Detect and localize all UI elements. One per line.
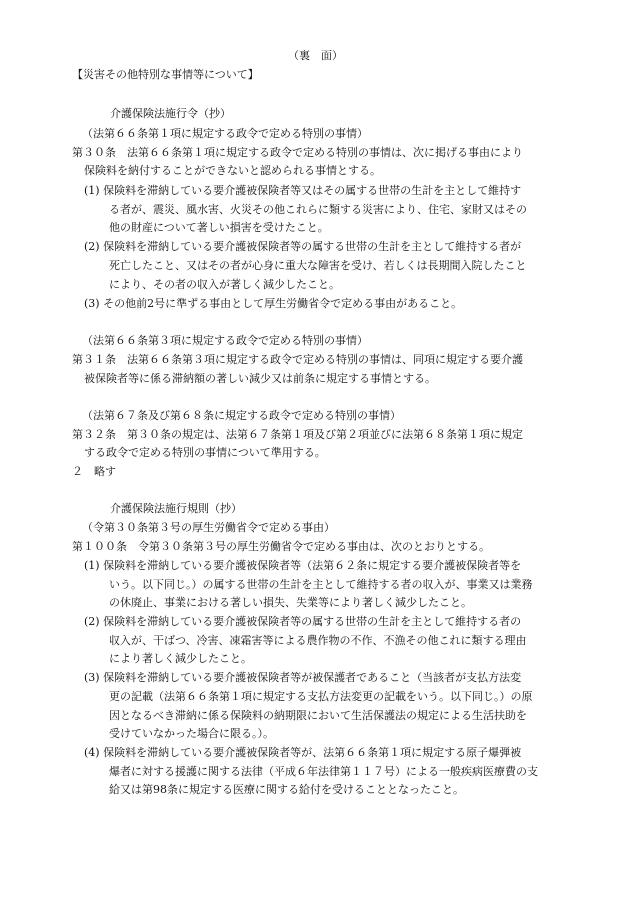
art31-line-1: 第３１条 法第６６条第３項に規定する政令で定める特別の事情は、同項に規定する要介護 [72, 353, 523, 366]
art100-item2-line-2: 収入が、干ばつ、冷害、凍霜害等による農作物の不作、不漁その他これに類する理由 [109, 634, 527, 647]
art100-item3-line-4: 受けていなかった場合に限る。）。 [109, 727, 274, 740]
art30-item2-line-3: により、その者の収入が著しく減少したこと。 [109, 278, 340, 291]
art32-clause-2: ２ 略す [72, 465, 116, 478]
art30-item1-line-2: る者が、震災、風水害、火災その他これらに類する災害により、住宅、家財又はその [109, 203, 527, 216]
art30-line-1: 第３０条 法第６６条第１項に規定する政令で定める特別の事情は、次に掲げる事由により [72, 146, 523, 159]
art100-item3-line-3: 因となるべき滞納に係る保険料の納期限において生活保護法の規定による生活扶助を [109, 709, 527, 722]
page-side-label: （裏 面） [288, 49, 343, 62]
art30-item2-line-1: (2) 保険料を滞納している要介護被保険者等の属する世帯の生計を主として維持する者が [84, 240, 522, 253]
art100-item4-line-2: 爆者に対する援護に関する法律（平成６年法律第１１７号）による一般疾病医療費の支 [109, 765, 538, 778]
art31-line-2: 被保険者等に係る滞納額の著しい減少又は前条に規定する事情とする。 [84, 372, 436, 385]
art30-caption: （法第６６条第１項に規定する政令で定める特別の事情） [82, 127, 368, 140]
art30-item1-line-1: (1) 保険料を滞納している要介護被保険者等又はその属する世帯の生計を主として維持す [84, 184, 522, 197]
art100-caption: （令第３０条第３号の厚生労働省令で定める事由） [82, 521, 335, 534]
art30-item2-line-2: 死亡したこと、又はその者が心身に重大な障害を受け、若しくは長期間入院したこと [109, 259, 527, 272]
art32-line-2: する政令で定める特別の事情について準用する。 [84, 446, 326, 459]
art100-item4-line-1: (4) 保険料を滞納している要介護被保険者等が、法第６６条第１項に規定する原子爆弾被 [84, 746, 522, 759]
art100-item4-line-3: 給又は第98条に規定する医療に関する給付を受けることとなったこと。 [109, 783, 464, 796]
art100-line: 第１００条 令第３０条第３号の厚生労働省令で定める事由は、次のとおりとする。 [72, 540, 490, 553]
art100-item1-line-1: (1) 保険料を滞納している要介護被保険者等（法第６２条に規定する要介護被保険者等を [84, 559, 522, 572]
art30-line-2: 保険料を納付することができないと認められる事情とする。 [84, 164, 381, 177]
art32-line-1: 第３２条 第３０条の規定は、法第６７条第１項及び第２項並びに法第６８条第１項に規定 [72, 428, 523, 441]
art100-item2-line-3: により著しく減少したこと。 [109, 652, 252, 665]
rules-title: 介護保険法施行規則（抄） [110, 502, 242, 515]
art31-caption: （法第６６条第３項に規定する政令で定める特別の事情） [82, 334, 368, 347]
art100-item1-line-3: の休廃止、事業における著しい損失、失業等により著しく減少したこと。 [109, 596, 472, 609]
art100-item1-line-2: いう。以下同じ。）の属する世帯の生計を主として維持する者の収入が、事業又は業務 [109, 578, 533, 591]
art32-caption: （法第６７条及び第６８条に規定する政令で定める特別の事情） [82, 409, 401, 422]
art100-item2-line-1: (2) 保険料を滞納している要介護被保険者等の属する世帯の生計を主として維持する者の [84, 615, 522, 628]
art100-item3-line-1: (3) 保険料を滞納している要介護被保険者等が被保護者であること（当該者が支払方法変 [84, 671, 522, 684]
art100-item3-line-2: 更の記載（法第６６条第１項に規定する支払方法変更の記載をいう。以下同じ。）の原 [109, 690, 533, 703]
order-title: 介護保険法施行令（抄） [110, 107, 231, 120]
art30-item3-line-1: (3) その他前2号に準ずる事由として厚生労働省令で定める事由があること。 [84, 297, 463, 310]
section-title: 【災害その他特別な事情等について】 [72, 68, 259, 81]
art30-item1-line-3: 他の財産について著しい損害を受けたこと。 [109, 221, 329, 234]
